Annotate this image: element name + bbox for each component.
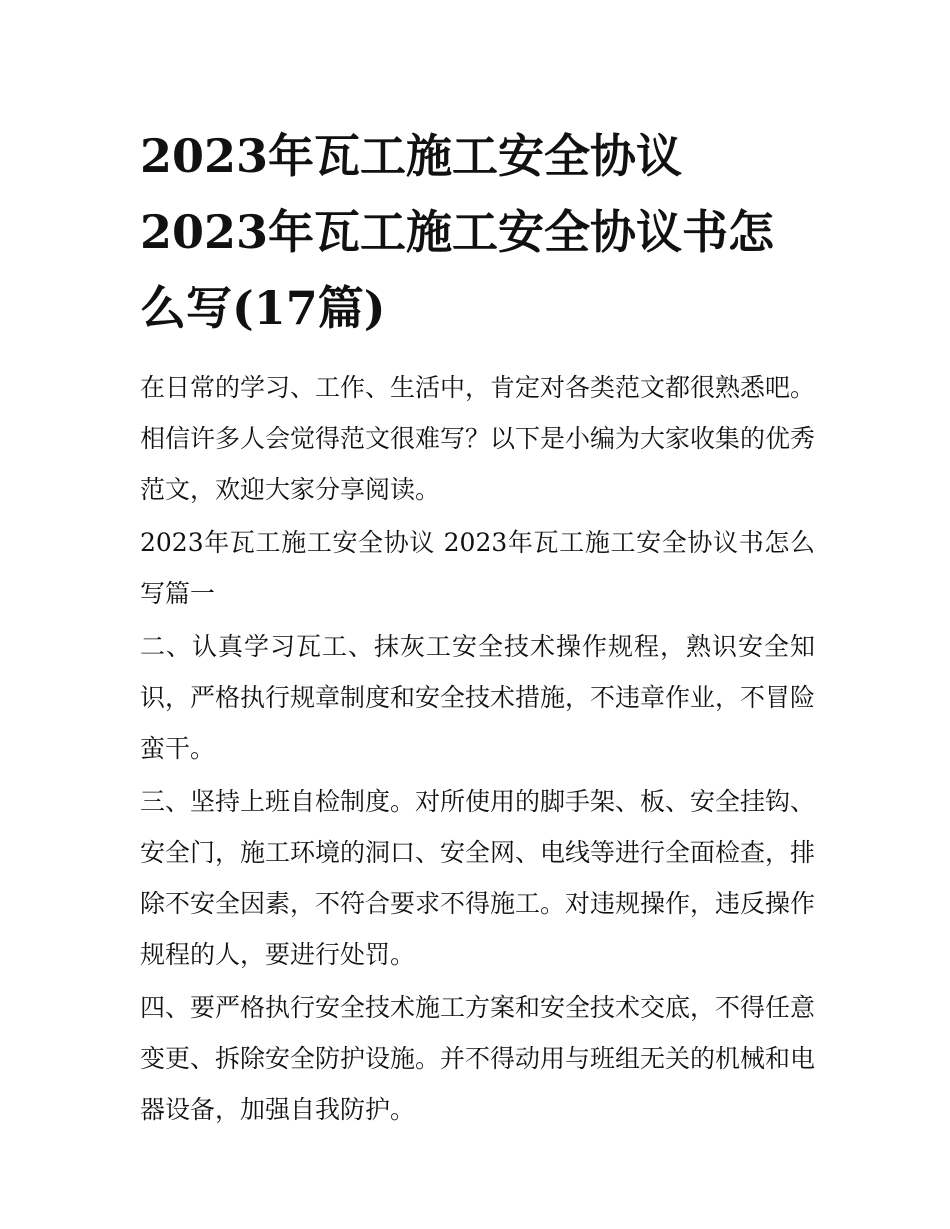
intro-paragraph: 在日常的学习、工作、生活中，肯定对各类范文都很熟悉吧。相信许多人会觉得范文很难写？以下是小编为大家收集的优秀范文，欢迎大家分享阅读。 [140,373,816,504]
document-title [140,118,815,346]
section-heading: 2023年瓦工施工安全协议 2023年瓦工施工安全协议书怎么写篇一 [140,528,815,608]
document-page [140,118,815,1137]
clause-paragraph-3: 三、坚持上班自检制度。对所使用的脚手架、板、安全挂钩、安全门，施工环境的洞口、安全网、电线等进行全面检查，排除不安全因素，不符合要求不得施工。对违规操作，违反操作规程的人，要进行处罚。 [140,787,816,969]
title-line-1: 2023年瓦工施工安全协议 [140,129,683,183]
clause-paragraph-4: 四、要严格执行安全技术施工方案和安全技术交底，不得任意变更、拆除安全防护设施。并不得动用与班组无关的机械和电器设备，加强自我防护。 [140,993,816,1124]
title-line-2: 2023年瓦工施工安全协议书怎么写(17篇) [140,205,775,335]
clause-paragraph-2: 二、认真学习瓦工、抹灰工安全技术操作规程，熟识安全知识，严格执行规章制度和安全技术措施，不违章作业，不冒险蛮干。 [140,632,816,763]
